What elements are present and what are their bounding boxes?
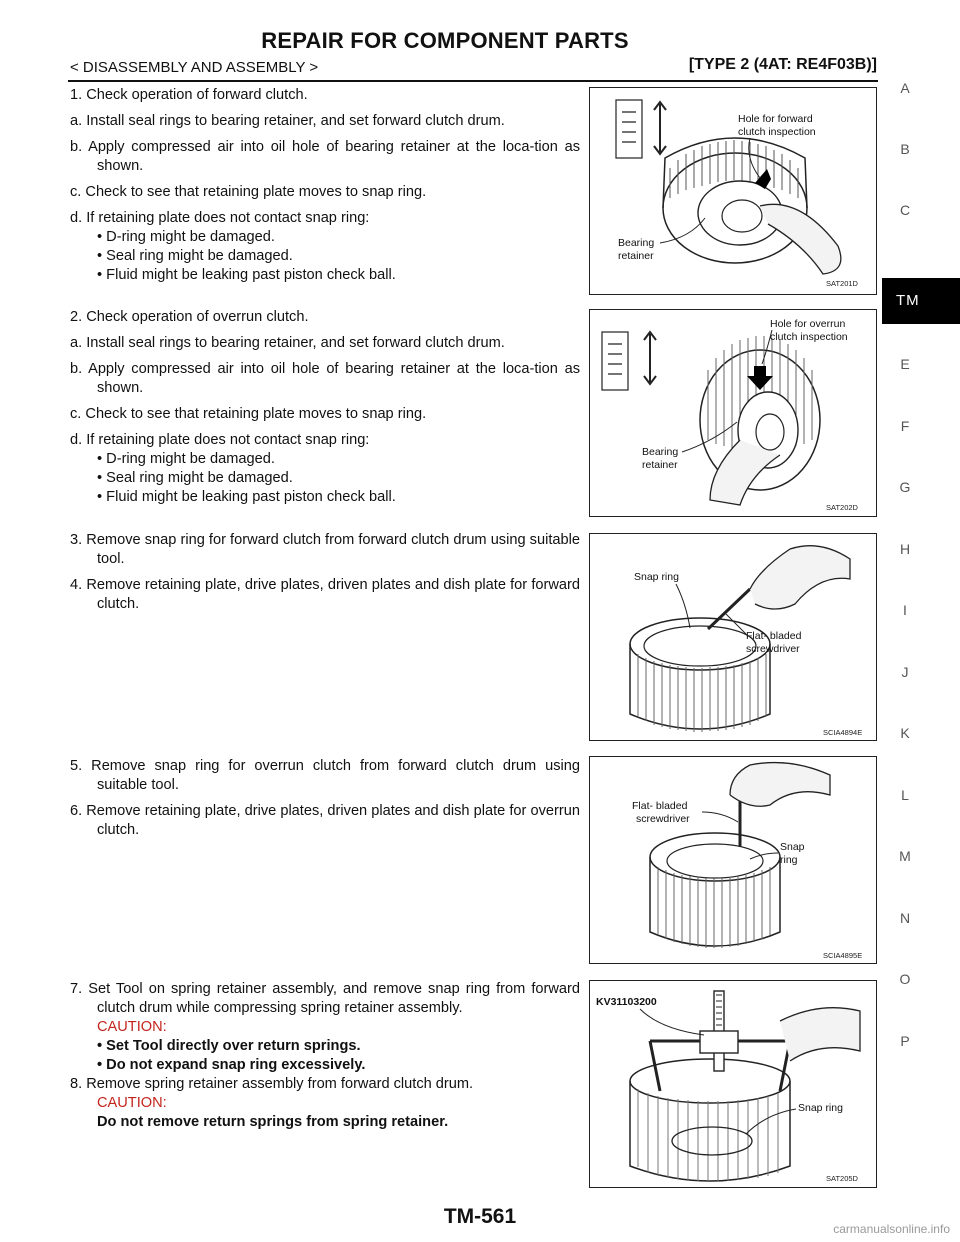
side-index-tm-active[interactable]: TM [882, 278, 960, 324]
bullet-item: • Seal ring might be damaged. [97, 248, 293, 264]
step-text: 5. Remove snap ring for overrun clutch from forward clutch drum using suitable tool. [70, 758, 580, 793]
figure-label: clutch inspection [770, 331, 848, 343]
step-text: d. If retaining plate does not contact snap ring: [70, 432, 370, 448]
bullet-item: • Fluid might be leaking past piston check ball. [97, 267, 396, 283]
figure-sat201d [589, 87, 877, 295]
section-forward-clutch-check [70, 86, 580, 285]
figure-code: SAT202D [826, 503, 858, 512]
step-text: 7. Set Tool on spring retainer assembly, and remove snap ring from forward clutch drum while compressing spring retainer assembly. [70, 981, 580, 1016]
step-text: a. Install seal rings to bearing retainer, and set forward clutch drum. [70, 113, 505, 129]
caution-item: • Set Tool directly over return springs. [97, 1038, 361, 1054]
caution-heading: CAUTION: [97, 1095, 167, 1111]
step-text: a. Install seal rings to bearing retainer, and set forward clutch drum. [70, 335, 505, 351]
side-index-l[interactable]: L [901, 787, 909, 803]
side-index-g[interactable]: G [899, 479, 911, 495]
step-text: 8. Remove spring retainer assembly from forward clutch drum. [70, 1076, 474, 1092]
step-text: 1. Check operation of forward clutch. [70, 87, 308, 103]
figure-code: SCIA4894E [823, 728, 863, 737]
figure-label: Snap ring [798, 1102, 843, 1114]
section-spring-retainer-removal [70, 980, 580, 1132]
side-index-o[interactable]: O [899, 971, 911, 987]
bullet-item: • D-ring might be damaged. [97, 451, 275, 467]
figure-label: Snap ring [634, 571, 679, 583]
figure-sat202d [589, 309, 877, 517]
figure-label: Bearing [618, 237, 655, 249]
figure-scia4895e [589, 756, 877, 964]
section-overrun-clutch-check [70, 308, 580, 507]
watermark[interactable]: carmanualsonline.info [833, 1222, 950, 1236]
step-text: c. Check to see that retaining plate moves to snap ring. [70, 184, 427, 200]
header-divider [68, 80, 878, 82]
transmission-type-label: [TYPE 2 (4AT: RE4F03B)] [688, 56, 877, 73]
step-text: 3. Remove snap ring for forward clutch from forward clutch drum using suitable tool. [70, 532, 580, 567]
bullet-item: • D-ring might be damaged. [97, 229, 275, 245]
figure-label: Flat- bladed [746, 630, 802, 642]
step-text: 2. Check operation of overrun clutch. [70, 309, 309, 325]
page-title: REPAIR FOR COMPONENT PARTS [261, 28, 629, 53]
side-index-i[interactable]: I [903, 602, 907, 618]
figure-label: Hole for overrun [770, 318, 846, 330]
side-index-c[interactable]: C [899, 202, 911, 218]
step-text: 4. Remove retaining plate, drive plates, driven plates and dish plate for forward clutch. [70, 577, 580, 612]
figure-code: SAT205D [826, 1174, 858, 1183]
side-index-e[interactable]: E [900, 356, 910, 372]
page-number: TM-561 [443, 1205, 517, 1228]
side-index-h[interactable]: H [899, 541, 911, 557]
breadcrumb: < DISASSEMBLY AND ASSEMBLY > [70, 59, 319, 76]
side-index-j[interactable]: J [901, 664, 909, 680]
side-index-p[interactable]: P [900, 1033, 910, 1049]
figure-label: retainer [642, 459, 678, 471]
figure-label: ring [780, 854, 798, 866]
figure-label: retainer [618, 250, 654, 262]
side-index-a[interactable]: A [900, 80, 910, 96]
caution-heading: CAUTION: [97, 1019, 167, 1035]
figure-label: screwdriver [636, 813, 690, 825]
figure-label: Flat- bladed [632, 800, 688, 812]
side-index-f[interactable]: F [900, 418, 910, 434]
section-overrun-snap-ring-removal [70, 757, 580, 847]
figure-label: Snap [780, 841, 805, 853]
bullet-item: • Fluid might be leaking past piston check ball. [97, 489, 396, 505]
side-index-m[interactable]: M [899, 848, 911, 864]
section-forward-snap-ring-removal [70, 531, 580, 621]
figure-label: clutch inspection [738, 126, 816, 138]
figure-label: screwdriver [746, 643, 800, 655]
side-index-k[interactable]: K [900, 725, 910, 741]
caution-text: Do not remove return springs from spring retainer. [97, 1114, 449, 1130]
figure-label: Bearing [642, 446, 679, 458]
figure-sat205d [589, 980, 877, 1188]
figure-label: Hole for forward [738, 113, 813, 125]
step-text: b. Apply compressed air into oil hole of bearing retainer at the loca-tion as shown. [70, 139, 580, 174]
side-index-b[interactable]: B [900, 141, 910, 157]
side-index-n[interactable]: N [899, 910, 911, 926]
step-text: 6. Remove retaining plate, drive plates, driven plates and dish plate for overrun clutch. [70, 803, 580, 838]
figure-label: KV31103200 [596, 996, 657, 1008]
caution-item: • Do not expand snap ring excessively. [97, 1057, 366, 1073]
figure-scia4894e [589, 533, 877, 741]
step-text: d. If retaining plate does not contact snap ring: [70, 210, 370, 226]
figure-code: SCIA4895E [823, 951, 863, 960]
step-text: c. Check to see that retaining plate moves to snap ring. [70, 406, 427, 422]
figure-code: SAT201D [826, 279, 858, 288]
bullet-item: • Seal ring might be damaged. [97, 470, 293, 486]
step-text: b. Apply compressed air into oil hole of bearing retainer at the loca-tion as shown. [70, 361, 580, 396]
